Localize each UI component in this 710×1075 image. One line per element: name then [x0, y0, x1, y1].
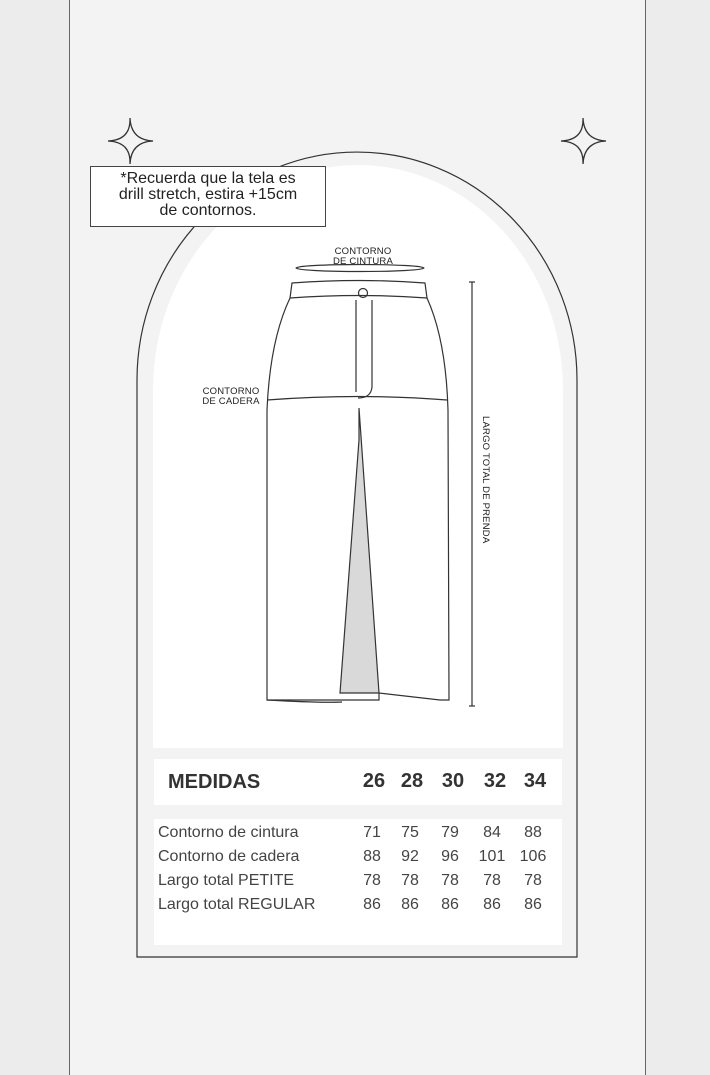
table-cell: 75: [401, 824, 419, 841]
table-cell: 88: [524, 824, 542, 841]
table-row: [154, 845, 562, 869]
table-cell: 88: [363, 848, 381, 865]
waist-label-line-1: CONTORNO: [334, 246, 392, 257]
hip-label-line-2: DE CADERA: [202, 396, 260, 407]
sparkle-left-icon: [108, 118, 153, 164]
table-cell: 101: [478, 848, 506, 865]
table-cell: 71: [363, 824, 381, 841]
table-cell: 86: [441, 896, 459, 913]
table-row: [154, 869, 562, 893]
table-row: [154, 821, 562, 845]
table-cell: 78: [363, 872, 381, 889]
waist-label: [318, 247, 408, 267]
size-header: 28: [400, 770, 424, 792]
row-label: Largo total REGULAR: [158, 896, 316, 913]
table-cell: 78: [401, 872, 419, 889]
table-cell: 84: [483, 824, 501, 841]
measurements-header: [154, 759, 562, 805]
table-cell: 78: [441, 872, 459, 889]
table-cell: 96: [441, 848, 459, 865]
note-line-3: de contornos.: [159, 202, 257, 219]
size-header: 30: [441, 770, 465, 792]
measurements-title: MEDIDAS: [168, 771, 261, 793]
row-label: Largo total PETITE: [158, 872, 295, 889]
note-line-1: *Recuerda que la tela es: [120, 170, 296, 187]
table-cell: 92: [401, 848, 419, 865]
table-cell: 79: [441, 824, 459, 841]
hip-label: [186, 387, 276, 407]
table-cell: 106: [519, 848, 547, 865]
length-label: LARGO TOTAL DE PRENDA: [480, 416, 491, 544]
row-label: Contorno de cintura: [158, 824, 299, 841]
sparkle-right-icon: [561, 118, 606, 164]
table-cell: 86: [524, 896, 542, 913]
table-cell: 86: [483, 896, 501, 913]
size-header: 26: [362, 770, 386, 792]
hip-label-line-1: CONTORNO: [202, 386, 260, 397]
fabric-stretch-note: [90, 166, 326, 227]
measurements-table: [154, 819, 562, 945]
note-line-2: drill stretch, estira +15cm: [118, 186, 298, 203]
waist-label-line-2: DE CINTURA: [332, 256, 394, 267]
table-cell: 78: [524, 872, 542, 889]
row-label: Contorno de cadera: [158, 848, 300, 865]
table-cell: 86: [363, 896, 381, 913]
size-header: 34: [523, 770, 547, 792]
table-cell: 86: [401, 896, 419, 913]
table-cell: 78: [483, 872, 501, 889]
table-row: [154, 893, 562, 917]
size-header: 32: [483, 770, 507, 792]
